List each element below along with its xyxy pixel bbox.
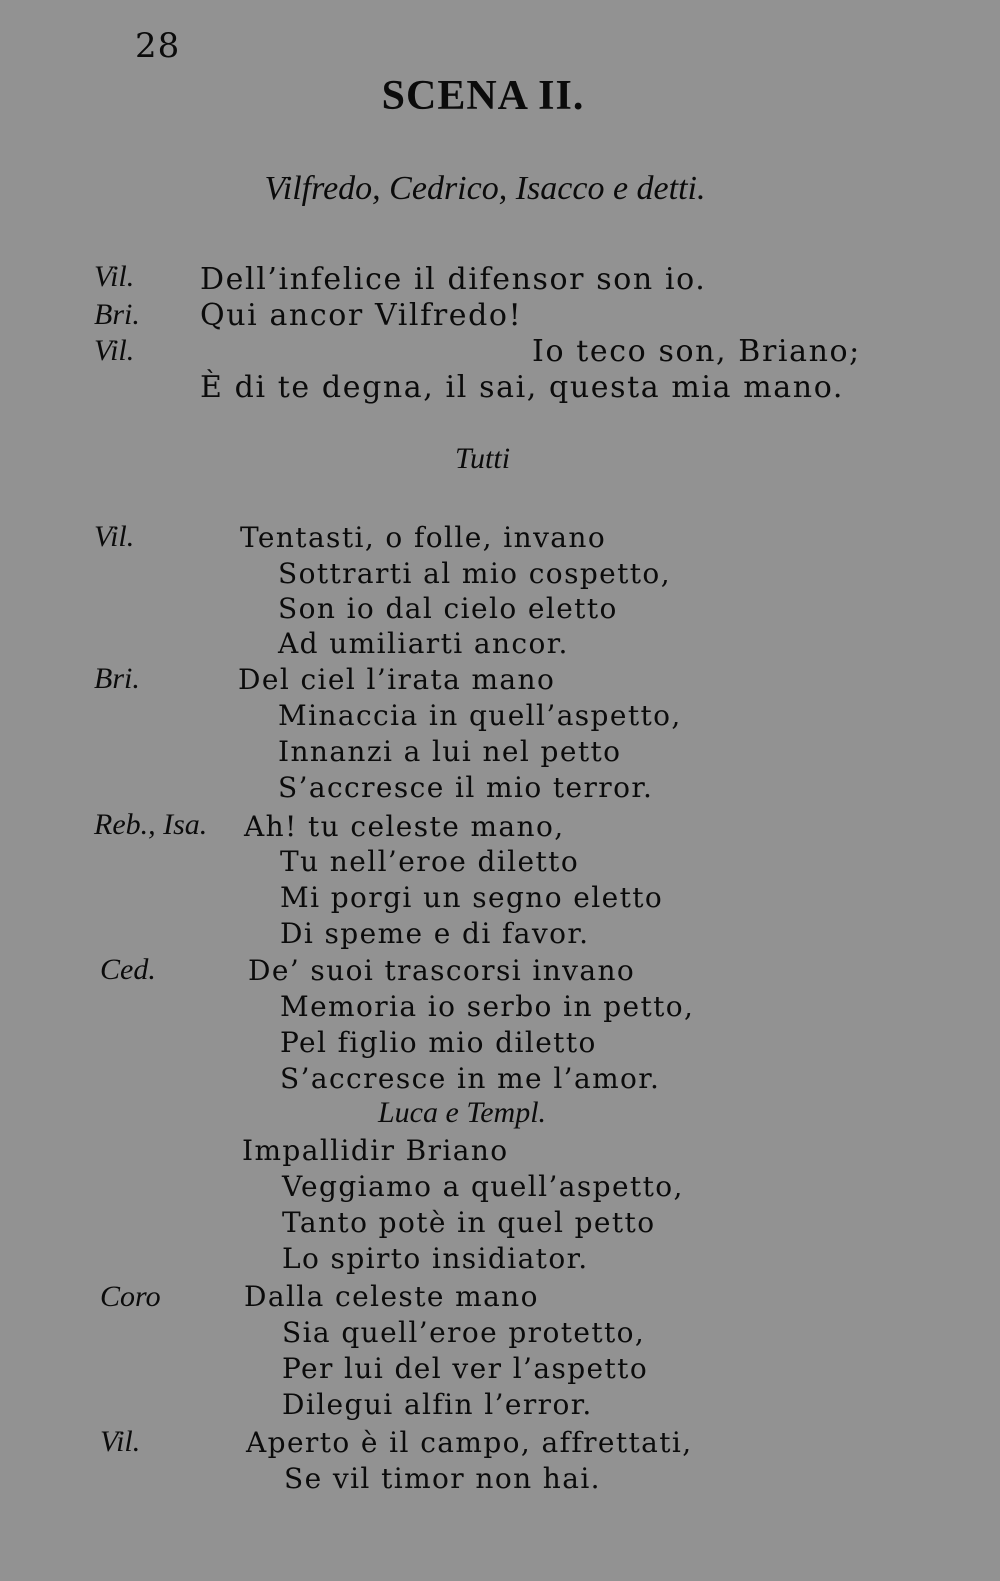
speaker-label: Vil.: [94, 334, 135, 367]
verse-line: Memoria io serbo in petto,: [280, 990, 695, 1023]
verse-line: Tentasti, o folle, invano: [240, 521, 607, 554]
verse-line: Pel figlio mio diletto: [280, 1026, 597, 1059]
speaker-label: Bri.: [94, 298, 140, 331]
verse-line: Son io dal cielo eletto: [278, 592, 618, 625]
verse-line: Tanto potè in quel petto: [282, 1206, 656, 1239]
dialogue-line: Dell’infelice il difensor son io.: [200, 262, 707, 297]
speaker-label: Bri.: [94, 662, 140, 695]
speaker-label: Ced.: [100, 953, 156, 986]
verse-line: Di speme e di favor.: [280, 917, 590, 950]
verse-line: Minaccia in quell’aspetto,: [278, 699, 682, 732]
verse-line: Impallidir Briano: [242, 1134, 509, 1167]
verse-line: Aperto è il campo, affrettati,: [246, 1426, 693, 1459]
dialogue-line: Io teco son, Briano;: [532, 334, 861, 369]
scene-heading: SCENA II.: [381, 73, 585, 119]
verse-line: Lo spirto insidiator.: [282, 1242, 589, 1275]
verse-line: Mi porgi un segno eletto: [280, 881, 664, 914]
tutti-heading: Tutti: [455, 442, 511, 475]
speaker-label: Coro: [100, 1280, 161, 1313]
verse-line: Del ciel l’irata mano: [238, 663, 556, 696]
luca-templ-heading: Luca e Templ.: [378, 1096, 547, 1129]
speaker-label: Vil.: [94, 260, 135, 293]
speaker-label: Vil.: [94, 520, 135, 553]
verse-line: Veggiamo a quell’aspetto,: [282, 1170, 684, 1203]
page-number: 28: [135, 26, 181, 66]
speaker-label: Vil.: [100, 1425, 141, 1458]
verse-line: Tu nell’eroe diletto: [280, 845, 580, 878]
verse-line: De’ suoi trascorsi invano: [248, 954, 636, 987]
verse-line: Dalla celeste mano: [244, 1280, 539, 1313]
verse-line: Sia quell’eroe protetto,: [282, 1316, 646, 1349]
verse-line: Sottrarti al mio cospetto,: [278, 557, 671, 590]
dialogue-line: Qui ancor Vilfredo!: [200, 298, 523, 333]
verse-line: Dilegui alfin l’error.: [282, 1388, 593, 1421]
verse-line: Per lui del ver l’aspetto: [282, 1352, 649, 1385]
dialogue-line: È di te degna, il sai, questa mia mano.: [200, 370, 844, 405]
verse-line: Ah! tu celeste mano,: [244, 810, 565, 843]
verse-line: S’accresce in me l’amor.: [280, 1062, 661, 1095]
verse-line: Se vil timor non hai.: [284, 1462, 601, 1495]
verse-line: Innanzi a lui nel petto: [278, 735, 622, 768]
characters-line: Vilfredo, Cedrico, Isacco e detti.: [264, 170, 706, 207]
verse-line: S’accresce il mio terror.: [278, 771, 654, 804]
verse-line: Ad umiliarti ancor.: [278, 627, 569, 660]
speaker-label: Reb., Isa.: [94, 808, 208, 841]
